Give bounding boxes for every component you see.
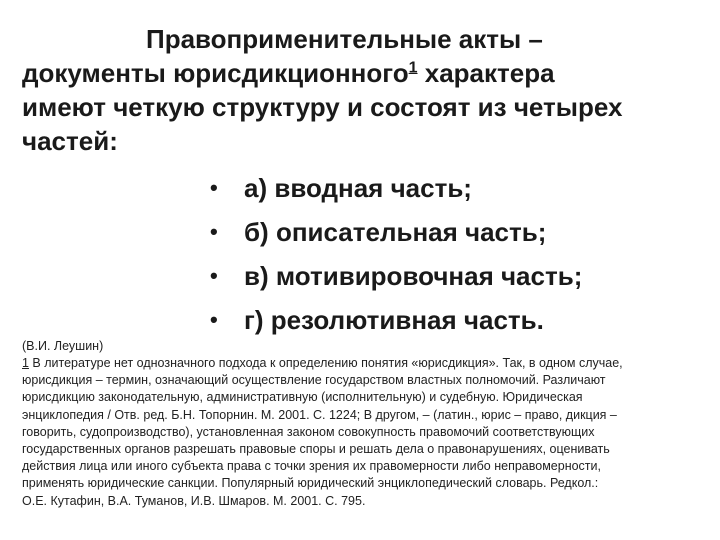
footnote-line: энциклопедия / Отв. ред. Б.Н. Топорнин. М. 2001. С. 1224; В другом, – (латин., юрис – право, дикция – bbox=[22, 407, 617, 422]
footnote-line: О.Е. Кутафин, В.А. Туманов, И.В. Шмаров. М. 2001. С. 795. bbox=[22, 493, 366, 508]
footnote-line: говорить, судопроизводство), установленная законом совокупность правомочий соответствующих bbox=[22, 424, 595, 439]
heading-line-2-text: документы юрисдикционного bbox=[22, 58, 409, 88]
list-item-label: а) вводная часть; bbox=[244, 173, 472, 203]
footnote-line: юрисдикцию законодательную, административную (исполнительную) и судебную. Юридическая bbox=[22, 390, 583, 405]
heading-line-2-tail: характера bbox=[417, 58, 555, 88]
slide-heading bbox=[22, 22, 698, 342]
footnote-line: государственных органов разрешать правовые споры и решать дела о правонарушениях, оценивать bbox=[22, 442, 610, 457]
bullet-icon: • bbox=[210, 219, 218, 244]
bullet-icon: • bbox=[210, 175, 218, 200]
list-item-label: б) описательная часть; bbox=[244, 217, 547, 247]
bullet-icon: • bbox=[210, 263, 218, 288]
footnote-reference[interactable]: 1 bbox=[408, 59, 418, 77]
footnote-line: применять юридические санкции. Популярный юридический энциклопедический словарь. Редкол.: bbox=[22, 476, 599, 491]
heading-line-2 bbox=[22, 56, 698, 90]
footnote bbox=[22, 355, 698, 510]
parts-list bbox=[22, 166, 698, 342]
bullet-icon: • bbox=[210, 307, 218, 332]
list-item-label: г) резолютивная часть. bbox=[244, 305, 544, 335]
list-item-label: в) мотивировочная часть; bbox=[244, 261, 583, 291]
heading-line-4: частей: bbox=[22, 126, 118, 156]
list-item bbox=[210, 254, 698, 298]
footnote-text: В литературе нет однозначного подхода к определению понятия «юрисдикция». Так, в одном случае, bbox=[28, 356, 623, 370]
footnote-mark[interactable]: 1 bbox=[22, 356, 29, 370]
author-attribution: (В.И. Леушин) bbox=[22, 339, 104, 353]
list-item bbox=[210, 298, 698, 342]
footnote-line bbox=[22, 355, 698, 372]
heading-line-1: Правоприменительные акты – bbox=[146, 24, 543, 54]
footnote-line: юрисдикция – термин, означающий осуществление государством властных полномочий. Различают bbox=[22, 373, 606, 388]
footnote-line: действия лица или иного субъекта права с точки зрения их правомерности либо неправомерности, bbox=[22, 459, 601, 474]
list-item bbox=[210, 210, 698, 254]
heading-line-3: имеют четкую структуру и состоят из четырех bbox=[22, 92, 623, 122]
list-item bbox=[210, 166, 698, 210]
